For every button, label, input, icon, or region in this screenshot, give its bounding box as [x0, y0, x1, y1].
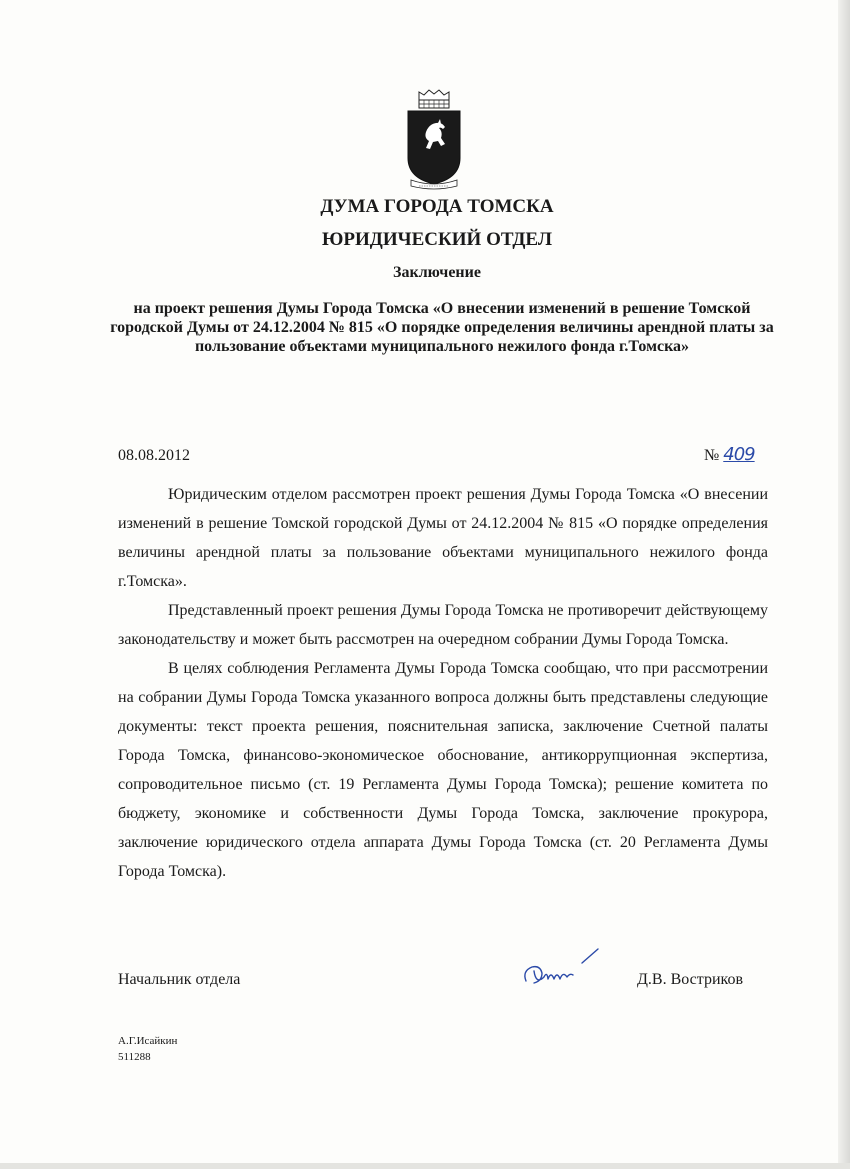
signer-name: Д.В. Востриков: [637, 971, 744, 988]
number-label: №: [704, 447, 720, 464]
organization-name: ДУМА ГОРОДА ТОМСКА: [320, 196, 554, 217]
body-paragraph: Представленный проект решения Думы Города Томска не противоречит действующему законодательству и может быть рассмотрен на очередном собрании Думы Города Томска.: [118, 602, 768, 648]
document-number: [704, 444, 755, 465]
body-paragraph: Юридическим отделом рассмотрен проект решения Думы Города Томска «О внесении изменений в решение Томской городской Думы от 24.12.2004 № 815 «О порядке определения величины арендной платы за пользование объектами муниципального нежилого фонда г.Томска».: [118, 486, 768, 590]
shield-icon: [408, 111, 460, 184]
handwritten-signature-icon: [520, 945, 604, 995]
coat-of-arms-icon: [403, 86, 465, 194]
executor-info: [118, 1033, 177, 1065]
document-date: 08.08.2012: [118, 447, 190, 464]
signer-position: Начальник отдела: [118, 971, 241, 988]
crown-icon: [419, 90, 449, 108]
document-type-title: Заключение: [393, 264, 481, 281]
paper-bottom-edge: [0, 1163, 850, 1169]
handwritten-number: 409: [723, 444, 755, 465]
department-name: ЮРИДИЧЕСКИЙ ОТДЕЛ: [322, 229, 552, 250]
executor-name: А.Г.Исайкин: [118, 1035, 178, 1047]
body-paragraph: В целях соблюдения Регламента Думы Города Томска сообщаю, что при рассмотрении на собрании Думы Города Томска указанного вопроса должны быть представлены следующие документы: текст проекта решения, пояснительная записка, заключение Счетной палаты Города Томска, финансово-экономическое обоснование, антикоррупционная экспертиза, сопроводительное письмо (ст. 19 Регламента Думы Города Томска); решение комитета по бюджету, экономике и собственности Думы Города Томска, заключение прокурора, заключение юридического отдела аппарата Думы Города Томска (ст. 20 Регламента Думы Города Томска).: [118, 660, 768, 880]
paper-right-edge: [838, 0, 850, 1169]
document-body: [118, 480, 768, 886]
executor-phone: 511288: [118, 1051, 151, 1063]
document-subject: на проект решения Думы Города Томска «О внесении изменений в решение Томской городской Думы от 24.12.2004 № 815 «О порядке определения величины арендной платы за пользование объектами муниципального нежилого фонда г.Томска»: [110, 300, 774, 355]
